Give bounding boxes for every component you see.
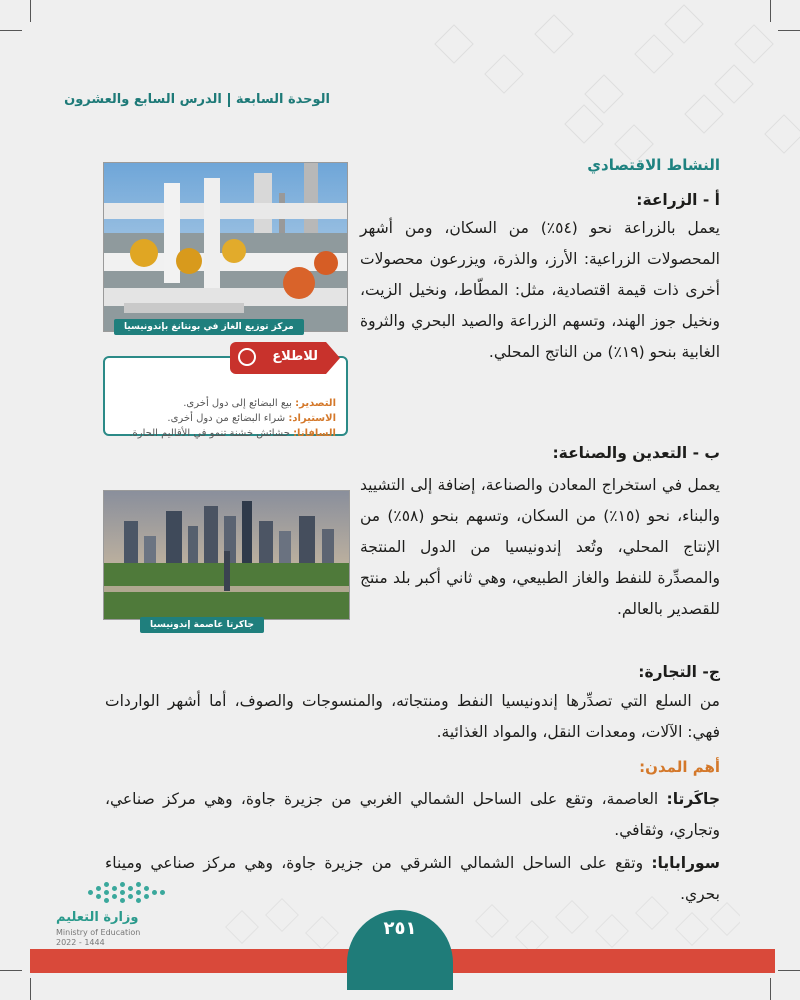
ministry-name-ar: وزارة التعليم: [56, 910, 139, 925]
jakarta-skyline-illustration: [104, 491, 349, 619]
mining-paragraph: يعمل في استخراج المعادن والصناعة، إضافة إلى التشييد والبناء، نحو (١٥٪) من السكان، وتسهم بنحو (٥٨٪) من الإنتاج المحلي، وتُعد إندونيسيا من الدول المنتجة والمصدِّرة للنفط والغاز الطبيعي، وهي ثاني أكبر بلد منتج للقصدير بالعالم.: [360, 476, 720, 618]
jakarta-text: العاصمة، وتقع على الساحل الشمالي الغربي من جزيرة جاوة، وهي مركز صناعي، وتجاري، وثقافي.: [105, 790, 720, 839]
surabaya-name: سورابايا:: [651, 854, 720, 872]
edition-year: 2022 - 1444: [56, 938, 105, 947]
ministry-name-en: Ministry of Education: [56, 928, 141, 937]
info-definition: شراء البضائع من دول أخرى.: [167, 413, 289, 424]
jakarta-photo: [103, 490, 350, 620]
info-box-title: للاطلاع: [272, 349, 318, 364]
info-item: [129, 396, 336, 411]
photo-caption-gas: مركز توزيع الغاز في بونتانغ بإندونيسيا: [114, 319, 304, 335]
unit-label: الوحدة السابعة: [235, 92, 330, 107]
info-definition: بيع البضائع إلى دول أخرى.: [183, 398, 296, 409]
agriculture-paragraph: يعمل بالزراعة نحو (٥٤٪) من السكان، ومن أشهر المحصولات الزراعية: الأرز، والذرة، ويزرعون محصولات أخرى ذات قيمة اقتصادية، مثل: المطّاط، ونخيل الزيت، ونخيل جوز الهند، وتسهم الزراعة والصيد البحري والثروة الغابية بنحو (١٩٪) من الناتج المحلي.: [360, 219, 720, 361]
cities-heading: أهم المدن:: [639, 758, 720, 776]
info-term: التصدير:: [295, 398, 336, 409]
ministry-logo-icon: [88, 882, 168, 904]
decorative-pattern: [420, 0, 800, 160]
page-header: [64, 92, 330, 107]
info-box-definitions: [129, 396, 336, 441]
page-number: ٢٥١: [383, 918, 417, 939]
info-item: [129, 426, 336, 441]
lightbulb-icon: [238, 348, 256, 366]
info-term: الاستيراد:: [288, 413, 336, 424]
crop-mark: [0, 970, 22, 971]
photo-caption-jakarta: جاكرتا عاصمة إندونيسيا: [140, 617, 264, 633]
jakarta-paragraph: [105, 784, 720, 846]
crop-mark: [778, 970, 800, 971]
crop-mark: [30, 978, 31, 1000]
header-divider: [228, 93, 230, 107]
gas-distribution-photo: [103, 162, 348, 332]
crop-mark: [0, 30, 22, 31]
trade-heading: ج- التجارة:: [638, 663, 720, 681]
jakarta-name: جاكَرتا:: [666, 790, 720, 808]
info-definition: حشائش خشنة تنمو في الأقاليم الحارة.: [129, 428, 294, 439]
section-title: النشاط الاقتصادي: [587, 156, 720, 174]
info-term: السافانا:: [293, 428, 336, 439]
decorative-pattern-bottom: [220, 895, 740, 950]
info-box-tag: [230, 342, 326, 374]
lesson-label: الدرس السابع والعشرون: [64, 92, 222, 107]
crop-mark: [30, 0, 31, 22]
surabaya-text: وتقع على الساحل الشمالي الشرقي من جزيرة جاوة، وهي مركز صناعي وميناء بحري.: [105, 854, 720, 903]
mining-heading: ب - التعدين والصناعة:: [552, 444, 720, 462]
info-item: [129, 411, 336, 426]
agriculture-heading: أ - الزراعة:: [636, 191, 720, 209]
crop-mark: [770, 978, 771, 1000]
gas-pipes-illustration: [104, 163, 347, 331]
trade-paragraph: من السلع التي تصدِّرها إندونيسيا النفط ومنتجاته، والمنسوجات والصوف، أما أشهر الواردات فهي: الآلات، ومعدات النقل، والمواد الغذائية.: [105, 692, 720, 741]
